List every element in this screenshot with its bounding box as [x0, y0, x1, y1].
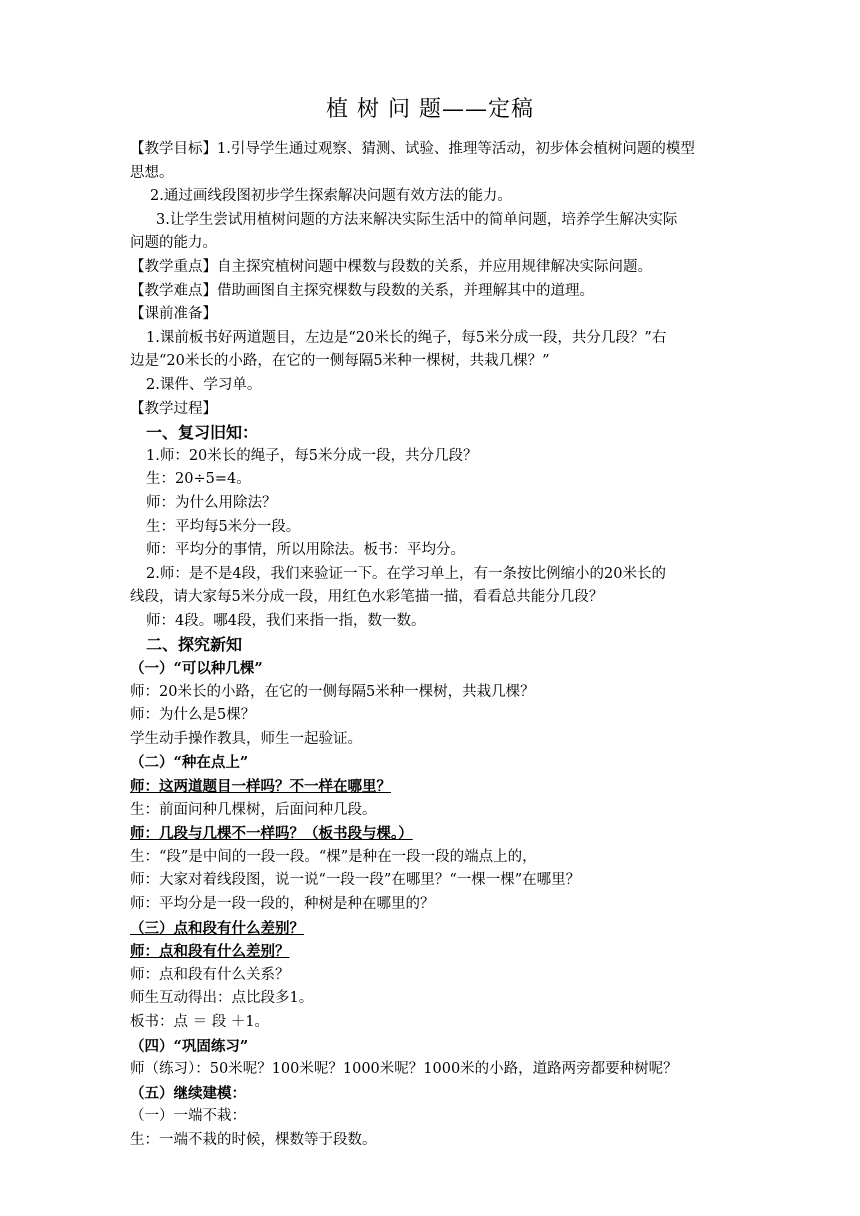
text-line: 师：平均分的事情，所以用除法。板书：平均分。	[146, 542, 465, 559]
text-line: 师：点和段有什么差别？	[130, 943, 290, 961]
text-line: 师生互动得出：点比段多1。	[130, 990, 314, 1007]
text-line: 1.课前板书好两道题目，左边是“20米长的绳子，每5米分成一段，共分几段？”右	[146, 329, 667, 346]
text-line: 线段，请大家每5米分成一段，用红色水彩笔描一描，看看总共能分几段？	[130, 589, 604, 606]
text-line: （二）“种在点上”	[130, 754, 249, 772]
text-line: 师：平均分是一段一段的，种树是种在哪里的？	[130, 896, 435, 912]
text-line: 生：“段”是中间的一段一段。“棵”是种在一段一段的端点上的，	[130, 848, 537, 865]
text-line: 【教学过程】	[130, 400, 217, 417]
text-line: 思想。	[130, 164, 174, 181]
text-line: 一、复习旧知：	[146, 423, 259, 443]
text-line: 2.通过画线段图初步学生探索解决问题有效方法的能力。	[150, 188, 512, 205]
text-line: 2.师：是不是4段，我们来验证一下。在学习单上，有一条按比例缩小的20米长的	[146, 565, 667, 582]
text-line: 【教学目标】1.引导学生通过观察、猜测、试验、推理等活动，初步体会植树问题的模型	[130, 141, 695, 157]
text-line: （一）一端不栽：	[130, 1108, 246, 1125]
text-line: 师：大家对着线段图，说一说“一段一段”在哪里？“一棵一棵”在哪里？	[130, 872, 581, 889]
text-line: 师：为什么用除法？	[146, 494, 277, 511]
text-line: 1.师：20米长的绳子，每5米分成一段，共分几段？	[146, 447, 478, 464]
text-line: 2.课件、学习单。	[146, 376, 262, 393]
text-line: 板书：点 ＝ 段 ＋1。	[130, 1013, 270, 1030]
text-line: 生：平均每5米分一段。	[146, 518, 301, 535]
text-line: 师：这两道题目一样吗？不一样在哪里？	[130, 778, 391, 796]
text-line: （一）“可以种几棵”	[130, 660, 263, 678]
text-line: 师：点和段有什么关系？	[130, 966, 290, 983]
text-line: 生：一端不栽的时候，棵数等于段数。	[130, 1131, 377, 1148]
text-line: （三）点和段有什么差别？	[130, 919, 304, 937]
text-line: 【教学重点】自主探究植树问题中棵数与段数的关系，并应用规律解决实际问题。	[130, 258, 652, 275]
text-line: 生：20÷5=4。	[146, 471, 251, 488]
text-line: 学生动手操作教具，师生一起验证。	[130, 730, 362, 747]
text-line: 师：为什么是5棵？	[130, 707, 256, 724]
document-body	[130, 138, 775, 1153]
text-line: 问题的能力。	[130, 235, 217, 252]
text-line: 师：4段。哪4段，我们来指一指，数一数。	[146, 612, 426, 629]
text-line: 师：几段与几棵不一样吗？（板书段与棵。）	[130, 825, 413, 843]
text-line: 师：20米长的小路，在它的一侧每隔5米种一棵树，共栽几棵？	[130, 683, 535, 700]
text-line: （四）“巩固练习”	[130, 1037, 249, 1055]
text-line: （五）继续建模：	[130, 1084, 246, 1102]
text-line: 师（练习）：50米呢？100米呢？1000米呢？1000米的小路，道路两旁都要种树呢？	[130, 1061, 678, 1078]
text-line: 【课前准备】	[130, 306, 217, 323]
text-line: 边是“20米长的小路，在它的一侧每隔5米种一棵树，共栽几棵？”	[130, 353, 550, 370]
text-line: 【教学难点】借助画图自主探究棵数与段数的关系，并理解其中的道理。	[130, 282, 594, 299]
text-line: 生：前面问种几棵树，后面问种几段。	[130, 801, 377, 818]
text-line: 二、探究新知	[146, 635, 243, 655]
document-title: 植 树 问 题——定稿	[326, 97, 534, 122]
text-line: 3.让学生尝试用植树问题的方法来解决实际生活中的简单问题，培养学生解决实际	[156, 211, 678, 228]
